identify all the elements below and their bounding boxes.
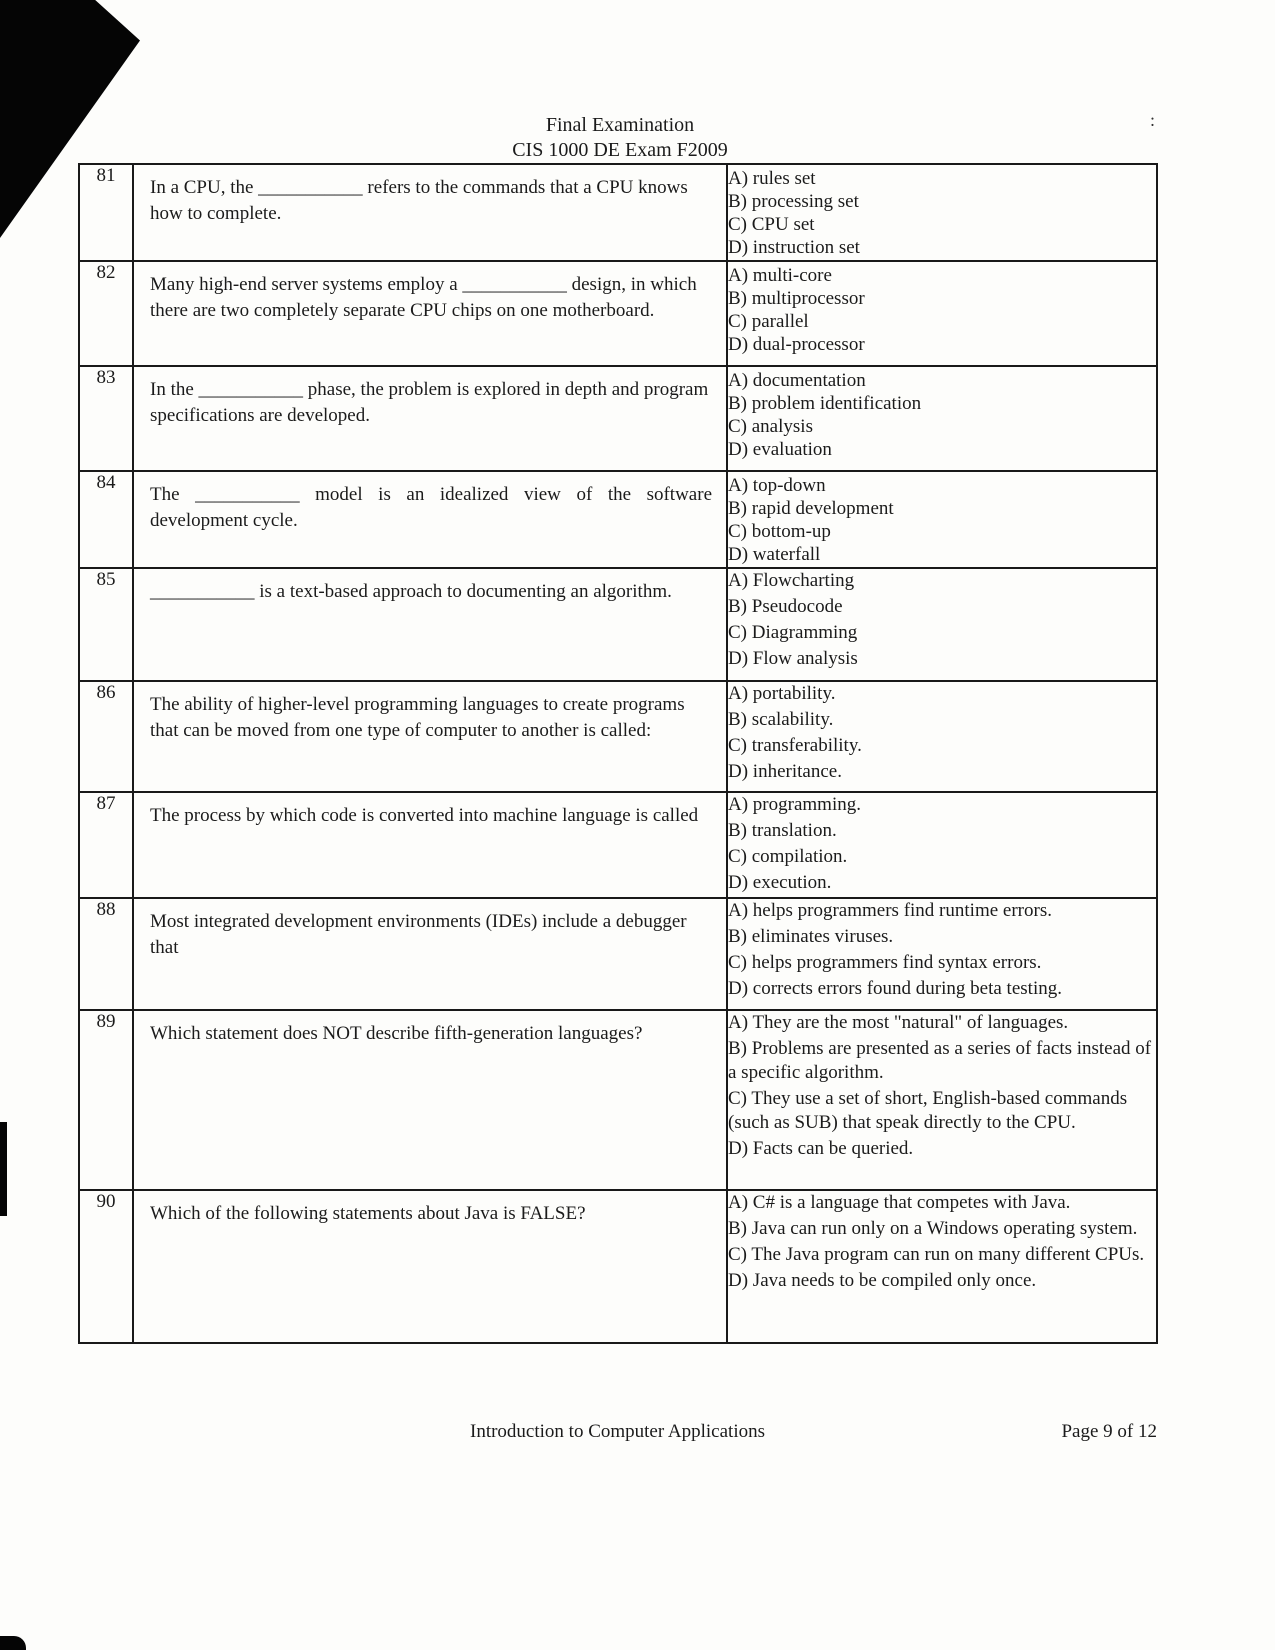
- question-text: In the ___________ phase, the problem is explored in depth and program specifications are developed.: [150, 379, 709, 426]
- question-number: 81: [79, 164, 133, 261]
- question-text: The ability of higher-level programming languages to create programs that can be moved from one type of computer to another is called:: [150, 694, 685, 741]
- question-text: Many high-end server systems employ a ___________ design, in which there are two completely separate CPU chips on one motherboard.: [150, 274, 697, 321]
- question-number: 83: [79, 366, 133, 471]
- option-d: D) evaluation: [728, 439, 832, 460]
- option-a: A) portability.: [728, 683, 836, 704]
- answer-options-cell: [727, 568, 1157, 681]
- option-b: B) translation.: [728, 820, 837, 841]
- question-row-81: [79, 164, 1157, 261]
- option-c: C) analysis: [728, 416, 813, 437]
- option-b: B) Pseudocode: [728, 596, 843, 617]
- exam-subtitle: CIS 1000 DE Exam F2009: [512, 139, 728, 161]
- answer-options-cell: [727, 1190, 1157, 1343]
- option-d: D) instruction set: [728, 237, 860, 258]
- question-text-cell: [133, 261, 727, 366]
- exam-header: [0, 113, 1240, 163]
- option-c: C) compilation.: [728, 846, 848, 867]
- question-text-cell: [133, 568, 727, 681]
- question-number: 88: [79, 898, 133, 1010]
- option-a: A) helps programmers find runtime errors.: [728, 900, 1052, 921]
- question-number: 90: [79, 1190, 133, 1343]
- option-b: B) scalability.: [728, 709, 834, 730]
- question-row-83: [79, 366, 1157, 471]
- option-d: D) waterfall: [728, 544, 821, 565]
- option-c: C) parallel: [728, 311, 809, 332]
- option-a: A) They are the most "natural" of languages.: [728, 1012, 1069, 1033]
- question-number: 84: [79, 471, 133, 568]
- question-row-88: [79, 898, 1157, 1010]
- option-c: C) The Java program can run on many different CPUs.: [728, 1244, 1145, 1265]
- question-number: 82: [79, 261, 133, 366]
- questions-table: [78, 163, 1158, 1344]
- option-c: C) Diagramming: [728, 622, 858, 643]
- option-b: B) eliminates viruses.: [728, 926, 894, 947]
- option-b: B) Java can run only on a Windows operating system.: [728, 1218, 1138, 1239]
- question-text: In a CPU, the ___________ refers to the commands that a CPU knows how to complete.: [150, 177, 688, 224]
- question-text-cell: [133, 1010, 727, 1190]
- option-c: C) They use a set of short, English-based commands (such as SUB) that speak directly to the CPU.: [728, 1088, 1128, 1133]
- exam-title: Final Examination: [545, 114, 695, 136]
- option-c: C) CPU set: [728, 214, 815, 235]
- question-text: Most integrated development environments (IDEs) include a debugger that: [150, 911, 687, 958]
- answer-options-cell: [727, 681, 1157, 792]
- answer-options-cell: [727, 164, 1157, 261]
- option-d: D) corrects errors found during beta testing.: [728, 978, 1062, 999]
- option-d: D) inheritance.: [728, 761, 842, 782]
- question-row-89: [79, 1010, 1157, 1190]
- question-number: 89: [79, 1010, 133, 1190]
- question-number: 85: [79, 568, 133, 681]
- option-d: D) dual-processor: [728, 334, 865, 355]
- option-a: A) Flowcharting: [728, 570, 855, 591]
- question-row-87: [79, 792, 1157, 898]
- scan-edge-artifact: [0, 1122, 7, 1216]
- question-text-cell: [133, 471, 727, 568]
- option-a: A) top-down: [728, 475, 826, 496]
- question-text: The process by which code is converted into machine language is called: [150, 805, 699, 826]
- option-c: C) bottom-up: [728, 521, 831, 542]
- question-row-85: [79, 568, 1157, 681]
- question-text: Which statement does NOT describe fifth-generation languages?: [150, 1023, 643, 1044]
- answer-options-cell: [727, 471, 1157, 568]
- question-text-cell: [133, 164, 727, 261]
- option-c: C) helps programmers find syntax errors.: [728, 952, 1042, 973]
- scan-colon-mark: :: [1150, 110, 1156, 130]
- option-a: A) C# is a language that competes with Java.: [728, 1192, 1071, 1213]
- option-d: D) Flow analysis: [728, 648, 858, 669]
- option-d: D) Java needs to be compiled only once.: [728, 1270, 1037, 1291]
- question-row-90: [79, 1190, 1157, 1343]
- answer-options-cell: [727, 1010, 1157, 1190]
- option-d: D) execution.: [728, 872, 832, 893]
- option-b: B) rapid development: [728, 498, 894, 519]
- answer-options-cell: [727, 898, 1157, 1010]
- question-number: 86: [79, 681, 133, 792]
- scan-bottom-artifact: [0, 1636, 26, 1650]
- question-row-84: [79, 471, 1157, 568]
- footer-page-number: Page 9 of 12: [1061, 1421, 1157, 1442]
- answer-options-cell: [727, 792, 1157, 898]
- question-text: ___________ is a text-based approach to documenting an algorithm.: [150, 581, 672, 602]
- option-a: A) multi-core: [728, 265, 832, 286]
- question-text-cell: [133, 681, 727, 792]
- option-c: C) transferability.: [728, 735, 862, 756]
- question-row-86: [79, 681, 1157, 792]
- question-text-cell: [133, 1190, 727, 1343]
- option-a: A) programming.: [728, 794, 861, 815]
- option-a: A) documentation: [728, 370, 866, 391]
- question-row-82: [79, 261, 1157, 366]
- option-b: B) processing set: [728, 191, 859, 212]
- answer-options-cell: [727, 366, 1157, 471]
- answer-options-cell: [727, 261, 1157, 366]
- option-b: B) Problems are presented as a series of facts instead of a specific algorithm.: [728, 1038, 1152, 1083]
- option-b: B) problem identification: [728, 393, 922, 414]
- question-text: The ___________ model is an idealized view of the software development cycle.: [150, 484, 712, 531]
- question-text-cell: [133, 792, 727, 898]
- question-text-cell: [133, 898, 727, 1010]
- option-d: D) Facts can be queried.: [728, 1138, 914, 1159]
- page-footer: [78, 1421, 1157, 1443]
- option-b: B) multiprocessor: [728, 288, 865, 309]
- footer-course-title: Introduction to Computer Applications: [470, 1421, 765, 1442]
- question-text: Which of the following statements about Java is FALSE?: [150, 1203, 586, 1224]
- question-text-cell: [133, 366, 727, 471]
- option-a: A) rules set: [728, 168, 816, 189]
- question-number: 87: [79, 792, 133, 898]
